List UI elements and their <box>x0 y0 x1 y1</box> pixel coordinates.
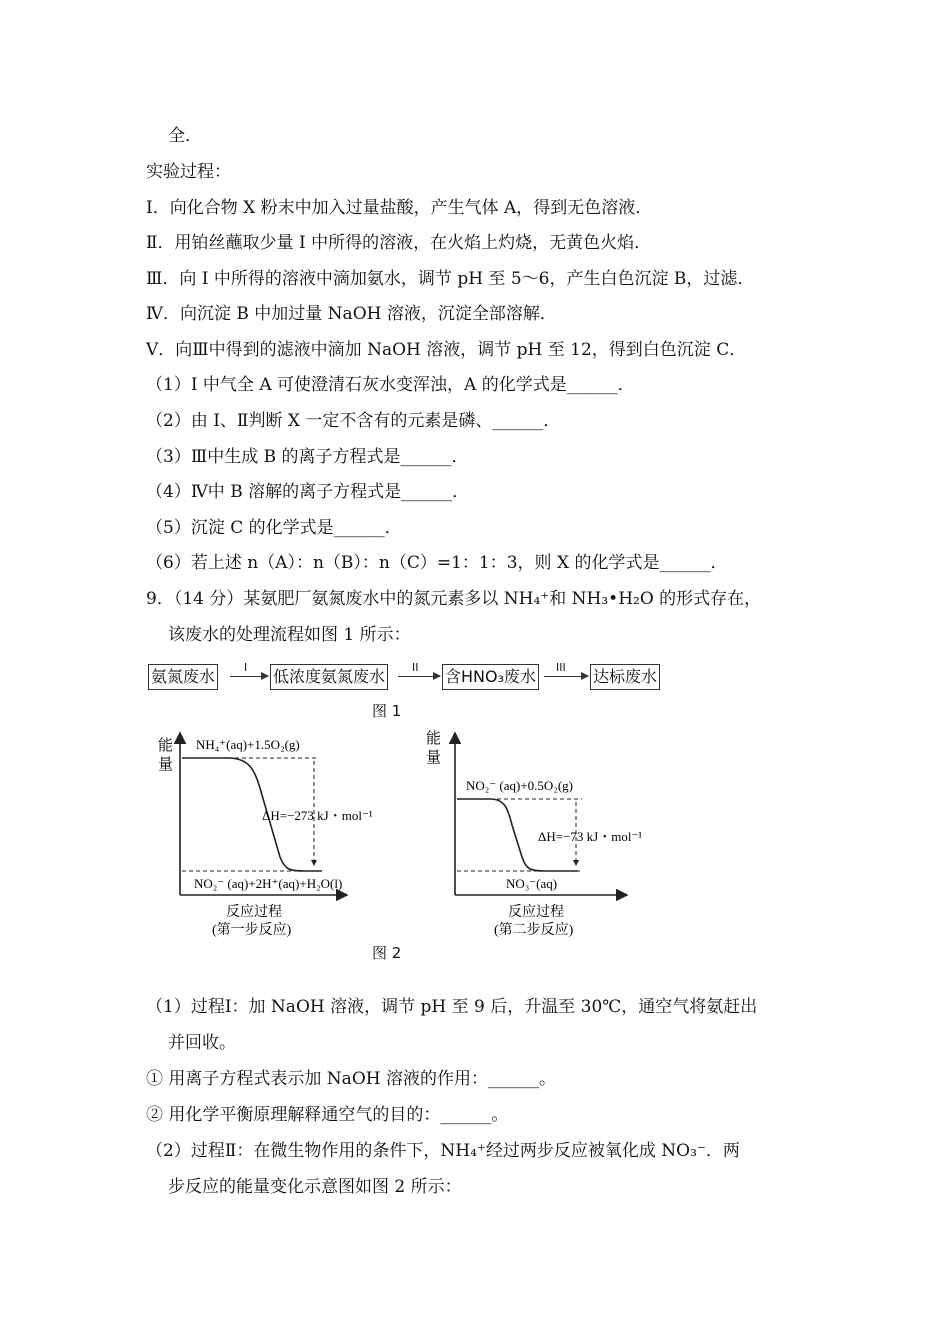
xlabel: 反应过程 <box>226 905 282 920</box>
text-line: （3）Ⅲ中生成 B 的离子方程式是______． <box>146 447 469 467</box>
delta-h-label: ΔH=−73 kJ・mol⁻¹ <box>538 829 643 844</box>
reactant-label: NH₄⁺(aq)+1.5O₂(g) <box>196 737 300 752</box>
xlabel: 反应过程 <box>508 905 564 920</box>
text-line: 9．（14 分）某氨肥厂氨氮废水中的氮元素多以 NH₄⁺和 NH₃•H₂O 的形式存在， <box>146 589 762 609</box>
flow-arrow-2: II <box>398 676 440 677</box>
text-line: Ⅲ．向 I 中所得的溶液中滴加氨水，调节 pH 至 5～6，产生白色沉淀 B，过滤． <box>146 269 755 289</box>
text-line: （5）沉淀 C 的化学式是______． <box>146 518 402 538</box>
energy-diagram-step-1 <box>158 733 373 938</box>
energy-diagrams-figure-2 <box>0 725 950 985</box>
flow-box-compliant-wastewater: 达标废水 <box>590 664 660 690</box>
text-line: 步反应的能量变化示意图如图 2 所示： <box>168 1177 462 1197</box>
text-line: （2）过程Ⅱ：在微生物作用的条件下，NH₄⁺经过两步反应被氧化成 NO₃⁻．两 <box>146 1141 740 1161</box>
flow-box-ammonia-wastewater: 氨氮废水 <box>148 664 218 690</box>
text-line: V．向Ⅲ中得到的滤液中滴加 NaOH 溶液，调节 pH 至 12，得到白色沉淀 C． <box>146 340 747 360</box>
text-line: I．向化合物 X 粉末中加入过量盐酸，产生气体 A，得到无色溶液． <box>146 198 653 218</box>
text-line: Ⅱ．用铂丝蘸取少量 I 中所得的溶液，在火焰上灼烧，无黄色火焰． <box>146 233 652 253</box>
text-line: 全． <box>168 126 202 146</box>
text-line: （1）过程Ⅰ：加 NaOH 溶液，调节 pH 至 9 后，升温至 30℃，通空气将氨赶出 <box>146 997 758 1017</box>
text-line: 实验过程： <box>146 162 231 182</box>
text-line: （2）由 I、Ⅱ判断 X 一定不含有的元素是磷、______． <box>146 411 561 431</box>
flow-arrow-1: I <box>230 676 268 677</box>
text-line: ① 用离子方程式表示加 NaOH 溶液的作用：______。 <box>146 1069 556 1089</box>
product-label: NO₂⁻ (aq)+2H⁺(aq)+H₂O(l) <box>194 876 343 891</box>
sub-caption: (第二步反应) <box>494 923 574 938</box>
sub-caption: (第一步反应) <box>212 923 292 938</box>
text-line: Ⅳ．向沉淀 B 中加过量 NaOH 溶液，沉淀全部溶解． <box>146 304 557 324</box>
energy-diagram-step-2 <box>426 730 642 938</box>
ylabel-char-1: 能 <box>426 731 442 747</box>
ylabel-char-2: 量 <box>158 757 174 773</box>
flow-box-low-concentration: 低浓度氨氮废水 <box>270 664 388 690</box>
ylabel-char-2: 量 <box>426 750 442 766</box>
flow-arrow-3: III <box>544 676 588 677</box>
text-line: ② 用化学平衡原理解释通空气的目的：______。 <box>146 1105 509 1125</box>
figure-2-caption: 图 2 <box>372 944 402 962</box>
flow-box-hno3-wastewater: 含HNO₃废水 <box>442 664 539 690</box>
text-line: 并回收。 <box>168 1033 236 1053</box>
text-line: （1）I 中气全 A 可使澄清石灰水变浑浊，A 的化学式是______． <box>146 375 635 395</box>
reactant-label: NO₂⁻ (aq)+0.5O₂(g) <box>466 778 574 793</box>
text-line: （6）若上述 n（A）：n（B）：n（C）=1：1：3，则 X 的化学式是______． <box>146 553 728 573</box>
ylabel-char-1: 能 <box>158 738 174 754</box>
text-line: （4）Ⅳ中 B 溶解的离子方程式是______． <box>146 482 470 502</box>
flow-diagram-figure-1 <box>148 661 668 692</box>
product-label: NO₃⁻(aq) <box>506 876 558 891</box>
text-line: 该废水的处理流程如图 1 所示： <box>168 625 411 645</box>
figure-1-caption: 图 1 <box>372 702 402 720</box>
delta-h-label: ΔH=−273 kJ・mol⁻¹ <box>262 808 373 823</box>
